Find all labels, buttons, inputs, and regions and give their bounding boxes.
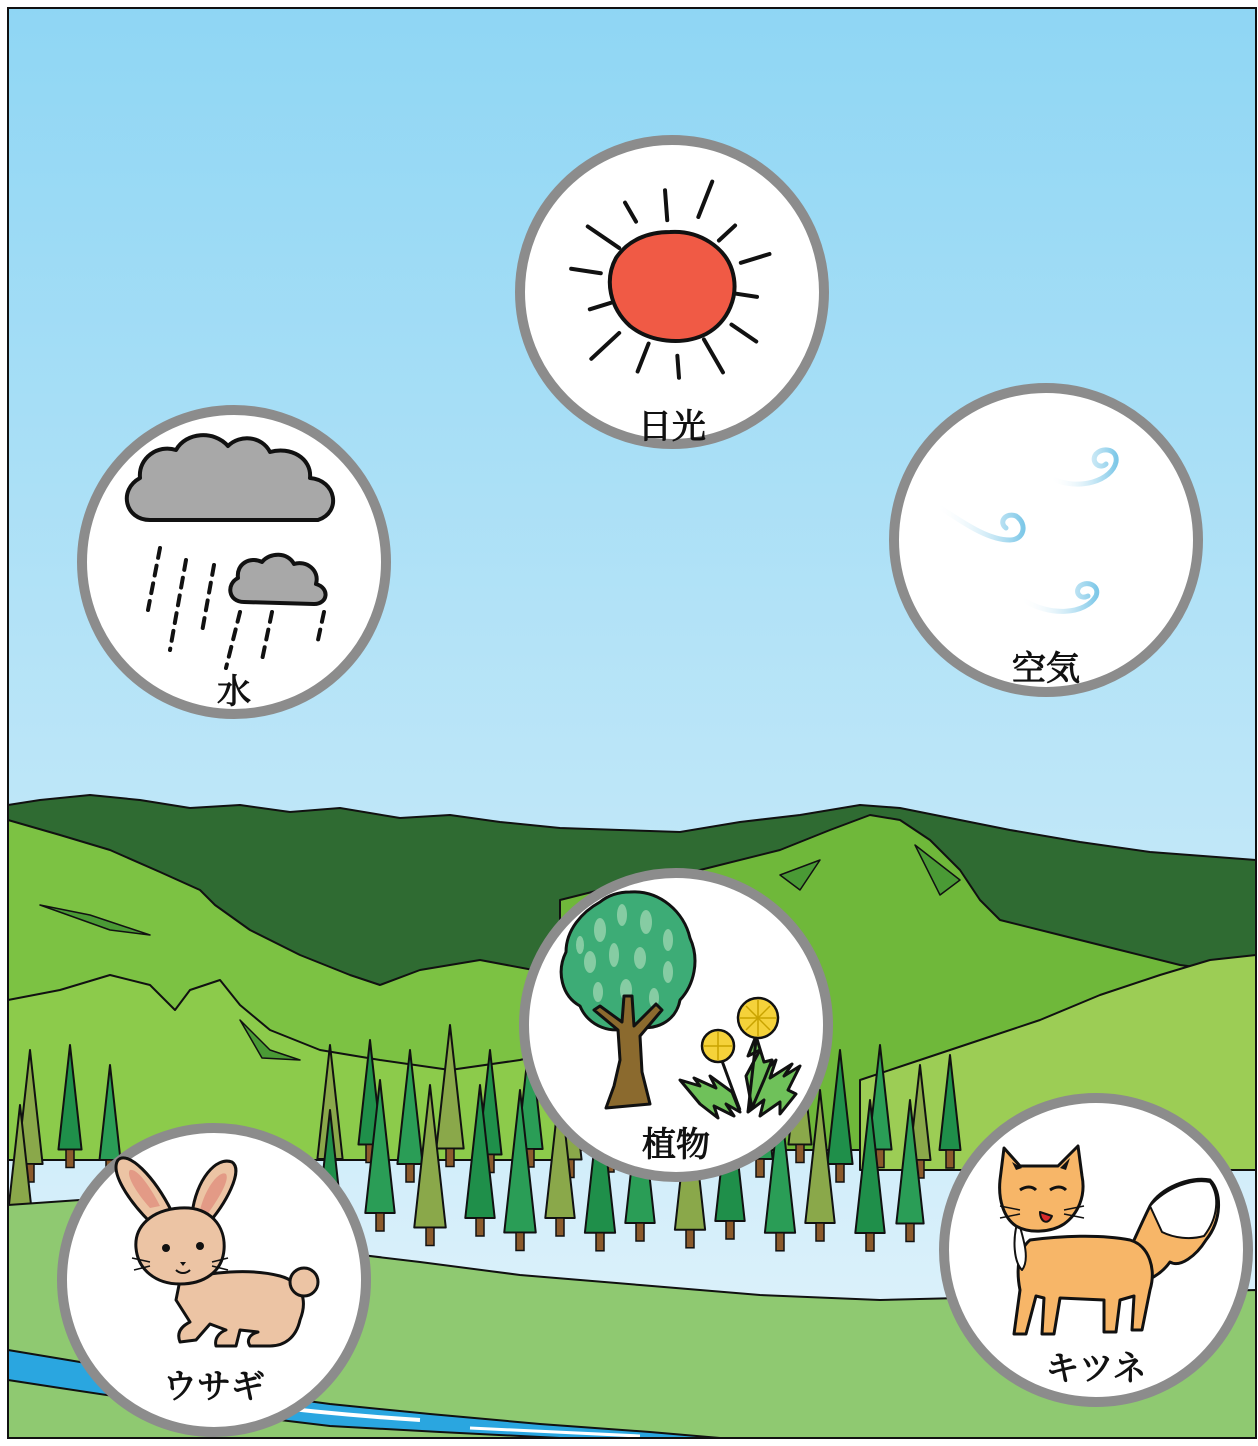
tree-trunk (946, 1150, 954, 1168)
air-label: 空気 (1012, 649, 1080, 689)
tree-trunk (636, 1223, 644, 1241)
water-label: 水 (217, 672, 251, 712)
tree-trunk (476, 1218, 484, 1236)
tree-trunk (596, 1233, 604, 1251)
fox-node (944, 1098, 1248, 1402)
sunlight-node (520, 140, 824, 447)
rabbit-node (62, 1128, 366, 1432)
water-node (82, 410, 386, 714)
fox-label: キツネ (1045, 1349, 1147, 1389)
tree-trunk (556, 1218, 564, 1236)
tree-trunk (426, 1228, 434, 1246)
tree-trunk (726, 1221, 734, 1239)
tree-trunk (776, 1233, 784, 1251)
air-node (894, 388, 1198, 692)
tree-trunk (866, 1233, 874, 1251)
sunlight-label: 日光 (638, 407, 706, 447)
sun-ray (665, 190, 667, 220)
tree-trunk (816, 1223, 824, 1241)
plants-label: 植物 (642, 1125, 710, 1165)
tree-trunk (906, 1224, 914, 1242)
tree-trunk (406, 1164, 414, 1182)
tree-trunk (756, 1159, 764, 1177)
rabbit-label: ウサギ (163, 1367, 265, 1407)
tree-trunk (836, 1164, 844, 1182)
tree-trunk (796, 1145, 804, 1163)
tree-trunk (516, 1233, 524, 1251)
tree-trunk (446, 1149, 454, 1167)
tree-trunk (66, 1150, 74, 1168)
plants-node (524, 873, 828, 1177)
sun-ray (677, 356, 679, 378)
tree-trunk (376, 1213, 384, 1231)
tree-trunk (686, 1230, 694, 1248)
